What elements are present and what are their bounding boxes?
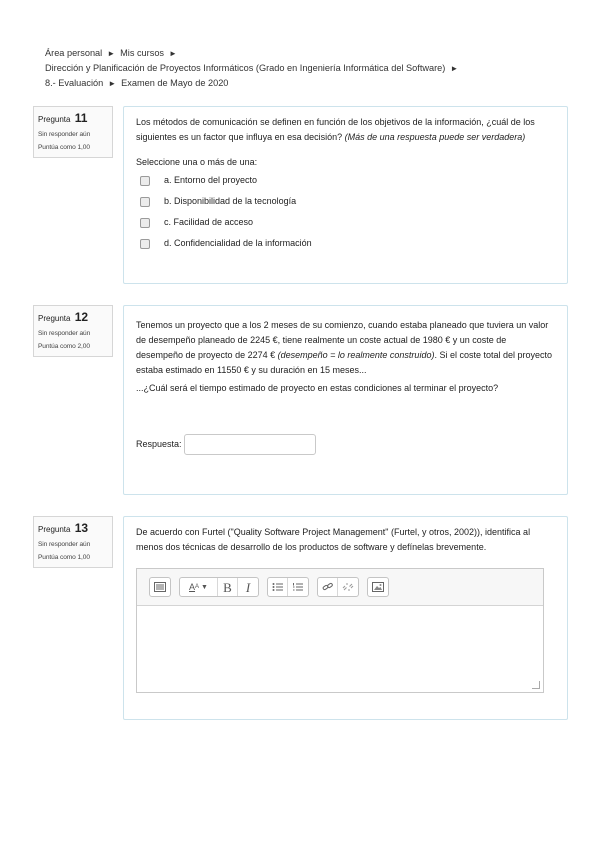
answer-input[interactable]: [184, 434, 316, 455]
breadcrumb-separator-icon: ►: [108, 79, 117, 88]
editor-toolbar: [137, 569, 543, 606]
answer-label: Respuesta:: [136, 439, 182, 449]
question-status: Sin responder aún: [38, 330, 91, 337]
option-checkbox[interactable]: [140, 218, 150, 228]
text-editor: [136, 568, 544, 693]
option-label[interactable]: d. Confidencialidad de la información: [164, 238, 312, 248]
question-text: Tenemos un proyecto que a los 2 meses de su comienzo, cuando estaba planeado que tuviera un valor de desempeño planeado de 2245 €, tiene realmente un coste actual de 1980 € y un coste de desempeño de proyecto de 2274 € (desempeño = lo realmente construido). Si el coste total del proyecto estaba estimado en 11550 € y su duración en 15 meses...: [136, 320, 553, 375]
answer-row: [136, 434, 555, 455]
show-more-buttons-icon[interactable]: [150, 578, 170, 596]
question-number: Pregunta 13: [38, 521, 89, 535]
link-icon[interactable]: [318, 578, 338, 596]
option-label[interactable]: a. Entorno del proyecto: [164, 175, 258, 185]
option-checkbox[interactable]: [140, 239, 150, 249]
toolbar-group-lists: [267, 577, 309, 597]
paragraph-styles-icon[interactable]: A A ▼: [180, 578, 218, 596]
option-c[interactable]: [140, 212, 555, 233]
option-label[interactable]: b. Disponibilidad de la tecnología: [164, 196, 297, 206]
breadcrumb: [45, 46, 565, 91]
question-status: Sin responder aún: [38, 541, 91, 548]
breadcrumb-home-link[interactable]: Área personal: [45, 48, 103, 58]
breadcrumb-courses-link[interactable]: Mis cursos: [120, 48, 165, 58]
breadcrumb-section-link[interactable]: 8.- Evaluación: [45, 78, 104, 88]
option-label[interactable]: c. Facilidad de acceso: [164, 217, 254, 227]
toolbar-group-format: [179, 577, 259, 597]
question-status: Sin responder aún: [38, 131, 91, 138]
question-info: [33, 516, 113, 568]
option-d[interactable]: [140, 233, 555, 254]
insert-image-icon[interactable]: [368, 578, 388, 596]
question-text: Los métodos de comunicación se definen en función de los objetivos de la información, ¿cuál de los siguientes es un factor que influya en esa decisión? (Más de una respuesta puede ser verdadera): [136, 117, 535, 142]
question-content: [123, 305, 568, 495]
toolbar-group-links: [317, 577, 359, 597]
breadcrumb-exam-link[interactable]: Examen de Mayo de 2020: [121, 78, 229, 88]
option-a[interactable]: [140, 170, 555, 191]
question-info: [33, 106, 113, 158]
italic-icon[interactable]: I: [245, 579, 251, 595]
resize-handle-icon[interactable]: [532, 681, 540, 689]
option-checkbox[interactable]: [140, 176, 150, 186]
select-prompt: Seleccione una o más de una:: [136, 157, 258, 167]
editor-text-area[interactable]: [137, 606, 543, 692]
question-content: [123, 516, 568, 720]
question-grade: Puntúa como 1,00: [38, 554, 90, 561]
ordered-list-icon[interactable]: [288, 578, 308, 596]
unlink-icon[interactable]: [338, 578, 358, 596]
question-text: De acuerdo con Furtel ("Quality Software Project Management" (Furtel, y otros, 2002)), identifica al menos dos técnicas de desarrollo de los productos de software y defínelas brevemente.: [136, 527, 531, 552]
question-subtext: ...¿Cuál será el tiempo estimado de proyecto en estas condiciones al terminar el proyecto?: [136, 383, 499, 393]
toolbar-group-media: [367, 577, 389, 597]
question-content: [123, 106, 568, 284]
breadcrumb-course-link[interactable]: Dirección y Planificación de Proyectos Informáticos (Grado en Ingeniería Informática del Software): [45, 63, 446, 73]
question-info: [33, 305, 113, 357]
breadcrumb-separator-icon: ►: [169, 49, 177, 58]
breadcrumb-separator-icon: ►: [450, 64, 459, 73]
unordered-list-icon[interactable]: [268, 578, 288, 596]
question-grade: Puntúa como 2,00: [38, 343, 90, 350]
option-checkbox[interactable]: [140, 197, 150, 207]
question-number: Pregunta 11: [38, 111, 88, 125]
question-grade: Puntúa como 1,00: [38, 144, 90, 151]
toolbar-group-toggle: [149, 577, 171, 597]
bold-icon[interactable]: B: [218, 578, 238, 596]
option-b[interactable]: [140, 191, 555, 212]
breadcrumb-separator-icon: ►: [107, 49, 116, 58]
question-number: Pregunta 12: [38, 310, 89, 324]
